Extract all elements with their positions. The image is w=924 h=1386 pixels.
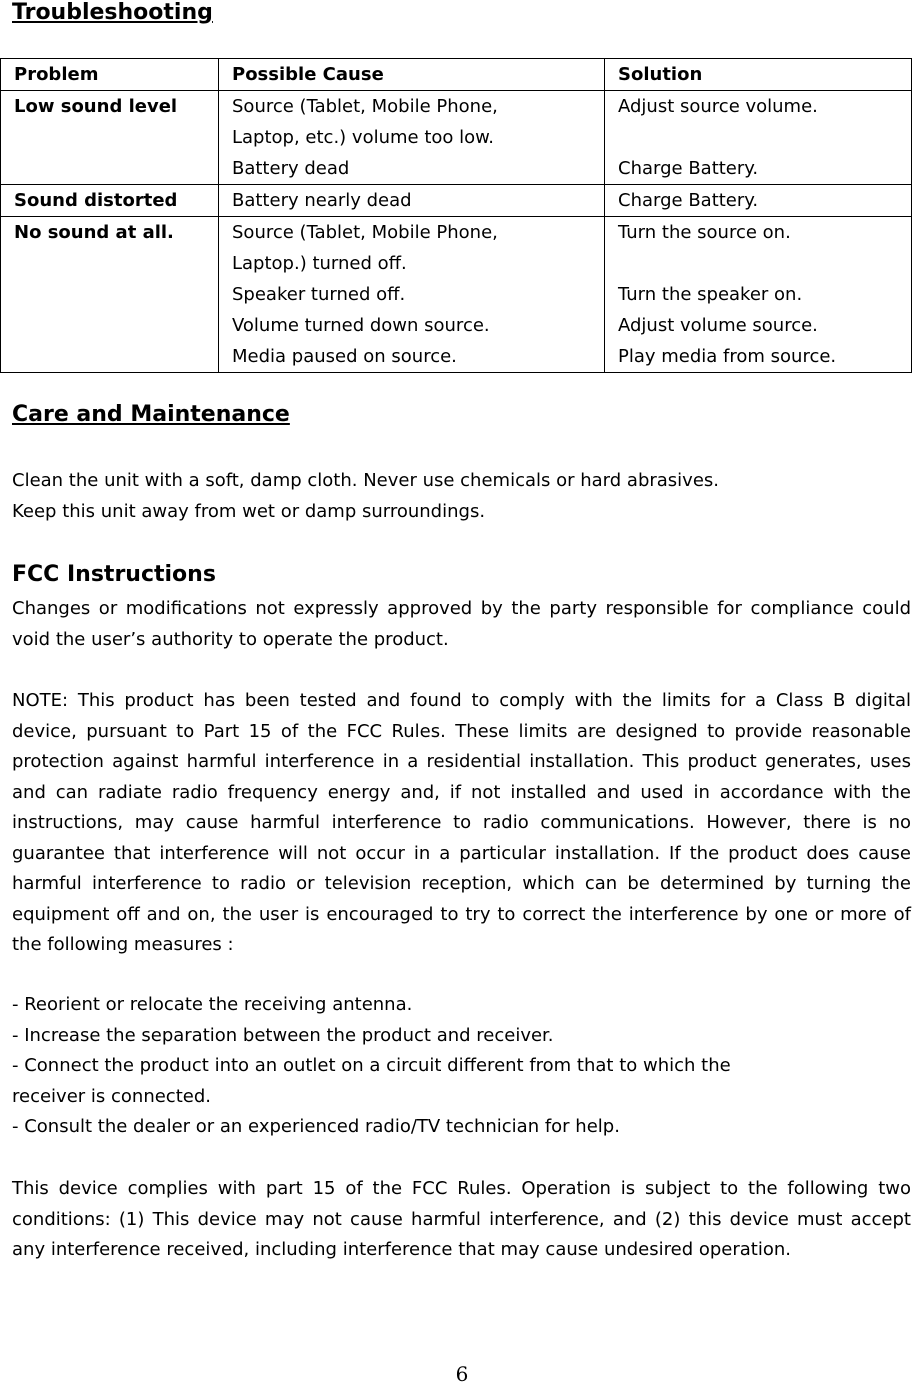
care-line: Keep this unit away from wet or damp surroundings.	[12, 500, 486, 522]
solution-cell	[605, 217, 912, 373]
fcc-paragraph-changes: Changes or modifications not expressly approved by the party responsible for compliance could void the user’s authority to operate the product.	[12, 598, 911, 650]
troubleshooting-heading: Troubleshooting	[12, 0, 213, 25]
cause-line: Laptop, etc.) volume too low.	[232, 127, 494, 148]
care-line: Clean the unit with a soft, damp cloth. Never use chemicals or hard abrasives.	[12, 470, 720, 491]
solution-line: Turn the speaker on.	[618, 284, 803, 305]
troubleshooting-table	[0, 58, 912, 373]
solution-line: Charge Battery.	[618, 158, 759, 179]
fcc-measure-item: - Connect the product into an outlet on a circuit different from that to which the	[12, 1055, 731, 1076]
column-header-possible-cause: Possible Cause	[219, 59, 605, 91]
solution-line: Adjust volume source.	[618, 315, 818, 336]
cause-line: Battery dead	[232, 158, 350, 179]
cause-line: Media paused on source.	[232, 346, 457, 367]
fcc-measure-item: - Reorient or relocate the receiving antenna.	[12, 994, 413, 1015]
solution-spacer	[618, 248, 911, 279]
cause-line: Source (Tablet, Mobile Phone,	[232, 96, 498, 117]
solution-line: Charge Battery.	[618, 190, 759, 211]
table-row	[1, 217, 912, 373]
cause-cell	[219, 91, 605, 185]
cause-cell	[219, 185, 605, 217]
cause-line: Volume turned down source.	[232, 315, 490, 336]
fcc-paragraph-compliance: This device complies with part 15 of the FCC Rules. Operation is subject to the following two conditions: (1) This device may not cause harmful interference, and (2) this device must accept any interference received, including interference that may cause undesired operation.	[12, 1178, 911, 1260]
cause-cell	[219, 217, 605, 373]
page-number: 6	[455, 1362, 469, 1386]
problem-cell: Sound distorted	[1, 185, 219, 217]
problem-cell: Low sound level	[1, 91, 219, 185]
table-header-row	[1, 59, 912, 91]
solution-line: Play media from source.	[618, 346, 837, 367]
fcc-measure-item: receiver is connected.	[12, 1085, 211, 1107]
fcc-heading: FCC Instructions	[12, 562, 216, 587]
column-header-solution: Solution	[605, 59, 912, 91]
fcc-measure-item: - Consult the dealer or an experienced radio/TV technician for help.	[12, 1116, 620, 1137]
table-row	[1, 185, 912, 217]
problem-cell: No sound at all.	[1, 217, 219, 373]
solution-line: Adjust source volume.	[618, 96, 818, 117]
cause-line: Laptop.) turned off.	[232, 253, 407, 274]
solution-spacer	[618, 122, 911, 153]
solution-cell	[605, 91, 912, 185]
cause-line: Speaker turned off.	[232, 284, 406, 305]
solution-line: Turn the source on.	[618, 222, 791, 243]
table-row	[1, 91, 912, 185]
fcc-paragraph-note: NOTE: This product has been tested and found to comply with the limits for a Class B digital device, pursuant to Part 15 of the FCC Rules. These limits are designed to provide reasonable protection against harmful interference in a residential installation. This product generates, uses and can radiate radio frequency energy and, if not installed and used in accordance with the instructions, may cause harmful interference to radio communications. However, there is no guarantee that interference will not occur in a particular installation. If the product does cause harmful interference to radio or television reception, which can be determined by turning the equipment off and on, the user is encouraged to try to correct the interference by one or more of the following measures :	[12, 690, 911, 955]
fcc-measure-item: - Increase the separation between the product and receiver.	[12, 1024, 554, 1046]
column-header-problem: Problem	[1, 59, 219, 91]
care-heading: Care and Maintenance	[12, 402, 290, 427]
solution-cell	[605, 185, 912, 217]
cause-line: Battery nearly dead	[232, 190, 412, 211]
cause-line: Source (Tablet, Mobile Phone,	[232, 222, 498, 243]
